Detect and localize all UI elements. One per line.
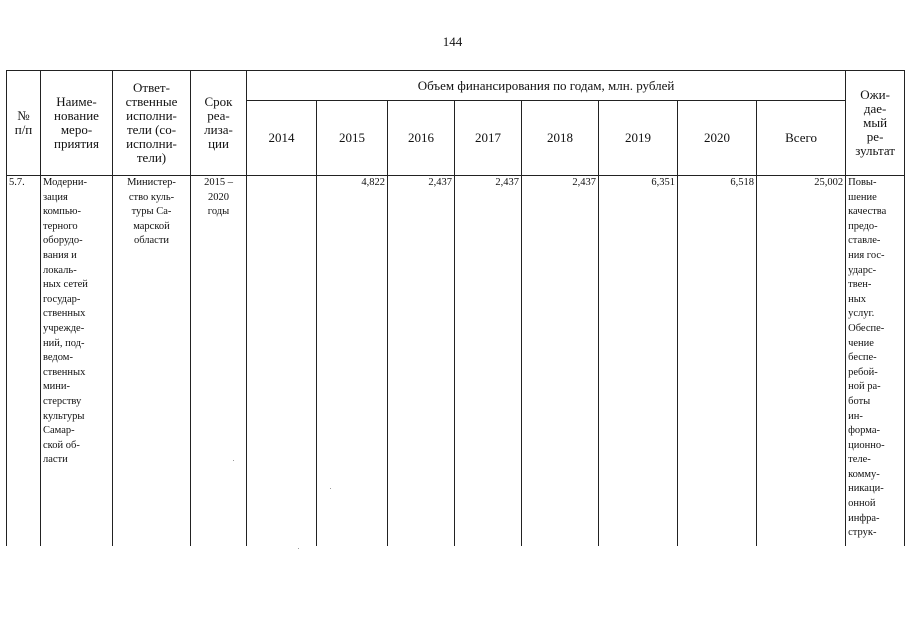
page-number: 144: [442, 34, 463, 49]
header-name: Наиме- нование меро- приятия: [41, 71, 113, 176]
header-year-2016: 2016: [388, 101, 455, 176]
scan-speck: [330, 488, 331, 489]
row-value-2016: 2,437: [388, 176, 455, 546]
header-year-2017: 2017: [455, 101, 522, 176]
row-name: Модерни- зация компью- терного оборудо- вания и локаль- ных сетей государ- ственных учрежде- ний, под- ведом- ственных мини- стерству культуры Самар- ской об- ласти: [41, 176, 113, 546]
table-header: [7, 71, 905, 176]
scan-speck: [298, 548, 299, 549]
header-year-2019: 2019: [599, 101, 678, 176]
funding-table: [6, 70, 905, 546]
row-value-2020: 6,518: [678, 176, 757, 546]
row-num: 5.7.: [7, 176, 41, 546]
header-year-2015: 2015: [317, 101, 388, 176]
header-num: № п/п: [7, 71, 41, 176]
header-year-2014: 2014: [247, 101, 317, 176]
row-value-2015: 4,822: [317, 176, 388, 546]
scan-speck: [233, 460, 234, 461]
header-funding: Объем финансирования по годам, млн. рублей: [247, 71, 846, 101]
row-value-2017: 2,437: [455, 176, 522, 546]
row-total: 25,002: [757, 176, 846, 546]
header-responsible: Ответ- ственные исполни- тели (со- исполни- тели): [113, 71, 191, 176]
header-result: Ожи- дае- мый ре- зультат: [846, 71, 905, 176]
row-value-2014: [247, 176, 317, 546]
header-year-2018: 2018: [522, 101, 599, 176]
row-value-2018: 2,437: [522, 176, 599, 546]
header-total: Всего: [757, 101, 846, 176]
row-responsible: Министер- ство куль- туры Са- марской области: [113, 176, 191, 546]
row-value-2019: 6,351: [599, 176, 678, 546]
header-term: Срок реа- лиза- ции: [191, 71, 247, 176]
table-row: [7, 176, 905, 546]
header-year-2020: 2020: [678, 101, 757, 176]
row-result: Повы- шение качества предо- ставле- ния гос- ударс- твен- ных услуг. Обеспе- чение беспе- ребой- ной ра- боты ин- форма- ционно- теле- комму- никаци- онной инфра- струк-: [846, 176, 905, 546]
row-term: 2015 – 2020 годы: [191, 176, 247, 546]
